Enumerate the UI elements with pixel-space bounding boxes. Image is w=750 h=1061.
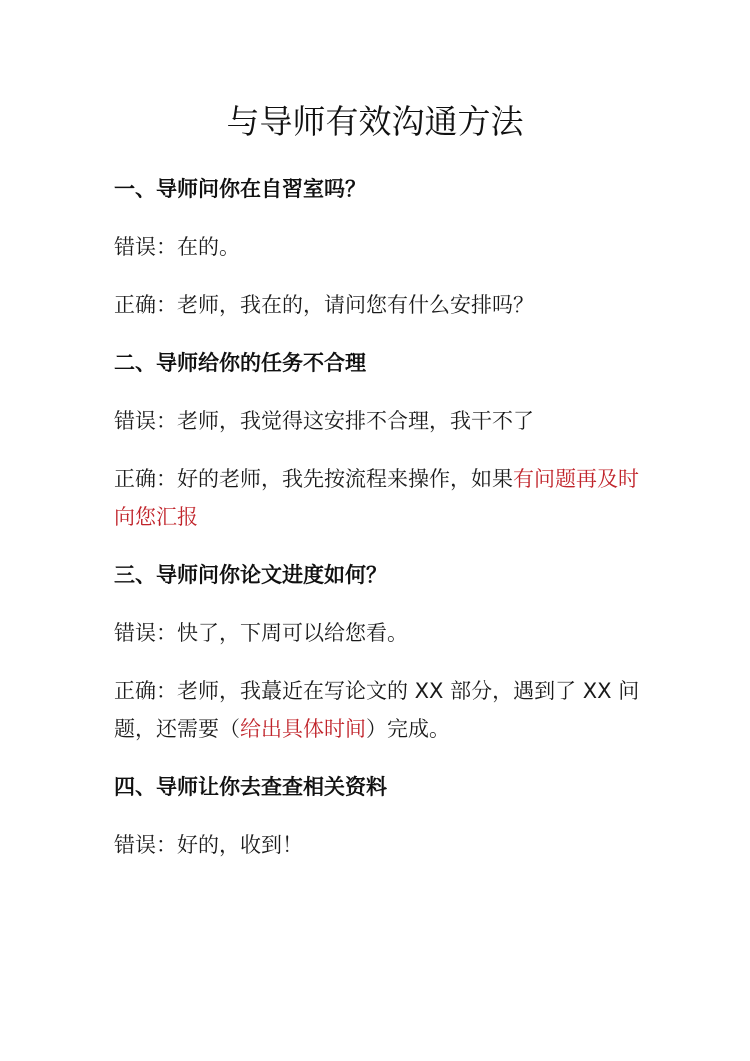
section-2	[114, 344, 644, 536]
section-4	[114, 768, 644, 864]
right-answer: 正确：老师，我在的，请问您有什么安排吗？	[114, 293, 534, 317]
section-heading: 三、导师问你论文进度如何？	[114, 563, 387, 587]
right-answer	[114, 460, 644, 536]
right-answer	[114, 672, 644, 748]
wrong-answer: 错误：在的。	[114, 235, 240, 259]
right-answer-tail: ）完成。	[366, 717, 450, 741]
section-heading: 一、导师问你在自習室吗？	[114, 177, 366, 201]
right-answer-text: 正确：老师，我蕞近在写论文的 XX 部分，遇到了 XX 问题，还需要（	[114, 679, 640, 741]
section-1	[114, 170, 644, 324]
wrong-answer: 错误：老师，我觉得这安排不合理，我干不了	[114, 409, 534, 433]
wrong-answer: 错误：快了，下周可以给您看。	[114, 621, 408, 645]
wrong-answer: 错误：好的，收到！	[114, 833, 303, 857]
highlighted-text: 给出具体时间	[240, 717, 366, 741]
section-heading: 二、导师给你的任务不合理	[114, 351, 366, 375]
section-heading: 四、导师让你去查查相关资料	[114, 775, 387, 799]
right-answer-text: 正确：好的老师，我先按流程来操作，如果	[114, 467, 513, 491]
document-body	[114, 170, 644, 884]
highlighted-text: 有问题再及时向您汇报	[114, 467, 639, 529]
section-3	[114, 556, 644, 748]
document-title: 与导师有效沟通方法	[226, 102, 524, 141]
